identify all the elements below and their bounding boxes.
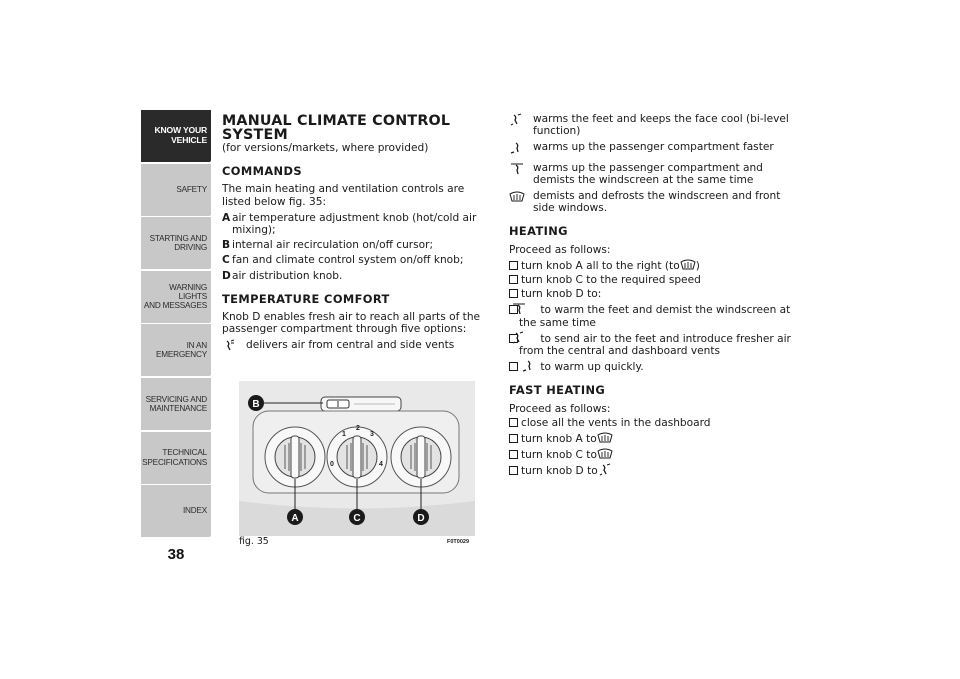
command-item: D air distribution knob. [222,269,343,282]
tab-in-an-emergency[interactable]: IN AN EMERGENCY [141,324,211,376]
callout-d: D [417,513,425,524]
heating-step: turn knob C to the required speed [509,274,799,286]
chapter-tabs [141,110,211,539]
distribution-option: warms up the passenger compartment faster [509,141,799,157]
section-subtitle: (for versions/markets, where provided) [222,142,429,154]
fan-speed-1: 1 [342,431,346,438]
feet-icon [521,359,537,372]
tab-know-your-vehicle[interactable]: KNOW YOUR VEHICLE [141,110,211,162]
feet-icon [509,141,533,157]
fast-heating-step: turn knob C to [509,447,799,461]
checkbox-icon [509,466,518,475]
fast-heating-heading: FAST HEATING [509,383,606,398]
fan-speed-3: 3 [370,431,374,438]
section-title: MANUAL CLIMATE CONTROL SYSTEM [222,113,451,143]
callout-b: B [252,399,260,410]
heating-step: to warm up quickly. [509,359,799,373]
comfort-option: delivers air from central and side vents [222,339,484,355]
figure-caption: fig. 35 [239,536,269,547]
checkbox-icon [509,275,518,284]
right-column [509,113,799,480]
checkbox-icon [509,450,518,459]
checkbox-icon [509,434,518,443]
figure-code: F0T0029 [447,539,470,545]
fan-speed-0: 0 [330,461,334,468]
command-item: C fan and climate control system on/off knob; [222,254,464,267]
page-number: 38 [167,546,185,563]
feet-windscreen-icon [509,162,533,186]
commands-heading: COMMANDS [222,164,302,179]
heating-step: turn knob A all to the right (to ) [509,258,799,272]
comfort-intro: Knob D enables fresh air to reach all parts of the passenger compartment through five options: [222,311,481,336]
heating-step: turn knob D to: [509,288,799,300]
fast-heating-intro: Proceed as follows: [509,402,611,415]
checkbox-icon [509,261,518,270]
callout-c: C [353,513,361,524]
heating-heading: HEATING [509,224,568,239]
tab-warning-lights[interactable]: WARNING LIGHTS AND MESSAGES [141,271,211,323]
figure-climate-panel [239,381,475,536]
distribution-option: demists and defrosts the windscreen and front side windows. [509,190,799,214]
distribution-option: warms the feet and keeps the face cool (bi-level function) [509,113,799,137]
fan-speed-2: 2 [356,425,360,432]
checkbox-icon [509,362,518,371]
defrost-icon [680,258,696,271]
checkbox-icon [509,418,518,427]
feet-face-icon [598,463,614,476]
heating-step: to warm the feet and demist the windscreen at the same time [509,302,799,328]
tab-starting-and-driving[interactable]: STARTING AND DRIVING [141,217,211,269]
checkbox-icon [509,289,518,298]
feet-windscreen-icon [521,302,537,315]
command-item: B internal air recirculation on/off cursor; [222,239,434,252]
fan-speed-4: 4 [379,461,383,468]
left-column [222,115,484,360]
heating-intro: Proceed as follows: [509,243,611,256]
commands-intro: The main heating and ventilation controls are listed below fig. 35: [222,183,465,208]
tab-technical-specifications[interactable]: TECHNICAL SPECIFICATIONS [141,432,211,484]
tab-safety[interactable]: SAFETY [141,164,211,216]
feet-face-icon [521,331,537,344]
fast-heating-step: turn knob A to [509,431,799,445]
callout-a: A [291,513,299,524]
face-vent-icon [222,339,246,355]
comfort-heading: TEMPERATURE COMFORT [222,291,390,306]
tab-index[interactable]: INDEX [141,485,211,537]
fast-heating-step: turn knob D to [509,463,799,477]
command-item: A air temperature adjustment knob (hot/cold air mixing); [222,211,477,237]
distribution-option: warms up the passenger compartment and demists the windscreen at the same time [509,162,799,186]
tab-servicing[interactable]: SERVICING AND MAINTENANCE [141,378,211,430]
defrost-icon [597,431,613,444]
fast-heating-step: close all the vents in the dashboard [509,417,799,429]
defrost-icon [597,447,613,460]
feet-face-icon [509,113,533,137]
defrost-icon [509,190,533,214]
heating-step: to send air to the feet and introduce fresher air from the central and dashboard vents [509,331,799,357]
